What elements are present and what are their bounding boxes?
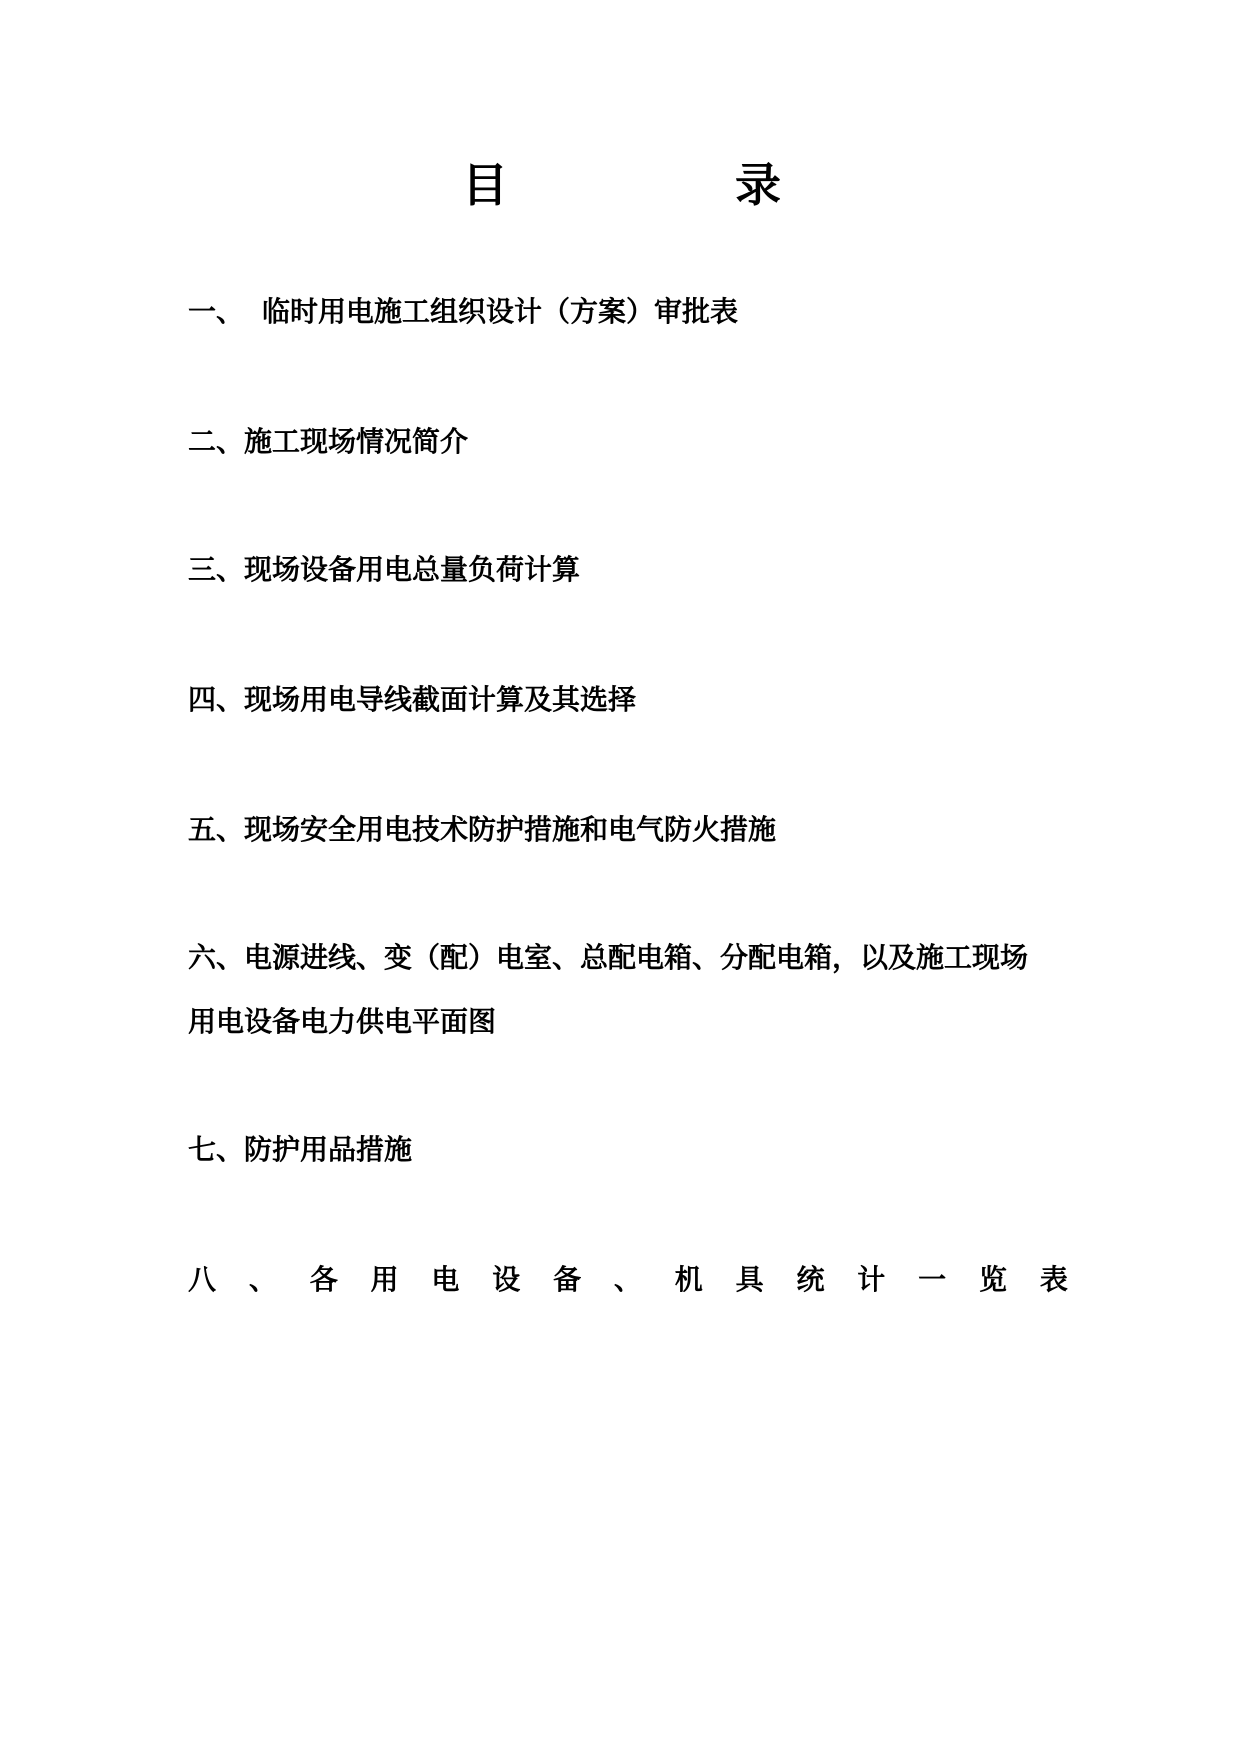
toc-item-6-line-1: 六、电源进线、变（配）电室、总配电箱、分配电箱，以及施工现场 [188, 941, 1029, 974]
toc-item-8-char: 览 [978, 1263, 1007, 1296]
title-char-lu: 录 [735, 158, 781, 212]
toc-item-2: 二、施工现场情况简介 [188, 425, 469, 458]
toc-item-8 [188, 1250, 1068, 1310]
toc-item-5: 五、现场安全用电技术防护措施和电气防火措施 [188, 813, 777, 846]
toc-item-8-char: 各 [309, 1263, 338, 1296]
toc-item-1 [188, 282, 1068, 342]
toc-item-8-char: 用 [370, 1263, 399, 1296]
toc-item-8-char: 、 [248, 1263, 277, 1296]
toc-item-8-char: 具 [735, 1263, 764, 1296]
toc-item-8-char: 八 [188, 1263, 217, 1296]
toc-item-7: 七、防护用品措施 [188, 1133, 413, 1166]
title-char-mu: 目 [462, 158, 508, 212]
toc-item-8-char: 机 [674, 1263, 703, 1296]
toc-title [0, 150, 1241, 220]
toc-item-1-number: 一、 [188, 295, 245, 328]
toc-item-8-char: 、 [613, 1263, 642, 1296]
toc-item-6-line-2: 用电设备电力供电平面图 [188, 1005, 497, 1038]
toc-item-8-char: 备 [553, 1263, 582, 1296]
toc-item-3: 三、现场设备用电总量负荷计算 [188, 553, 581, 586]
toc-item-8-char: 设 [492, 1263, 521, 1296]
toc-item-4: 四、现场用电导线截面计算及其选择 [188, 683, 637, 716]
toc-item-8-char: 一 [918, 1263, 947, 1296]
toc-item-8-char: 表 [1039, 1263, 1068, 1296]
toc-item-1-text: 临时用电施工组织设计（方案）审批表 [262, 295, 739, 328]
toc-item-8-char: 统 [796, 1263, 825, 1296]
toc-item-8-char: 电 [431, 1263, 460, 1296]
toc-item-8-char: 计 [857, 1263, 886, 1296]
